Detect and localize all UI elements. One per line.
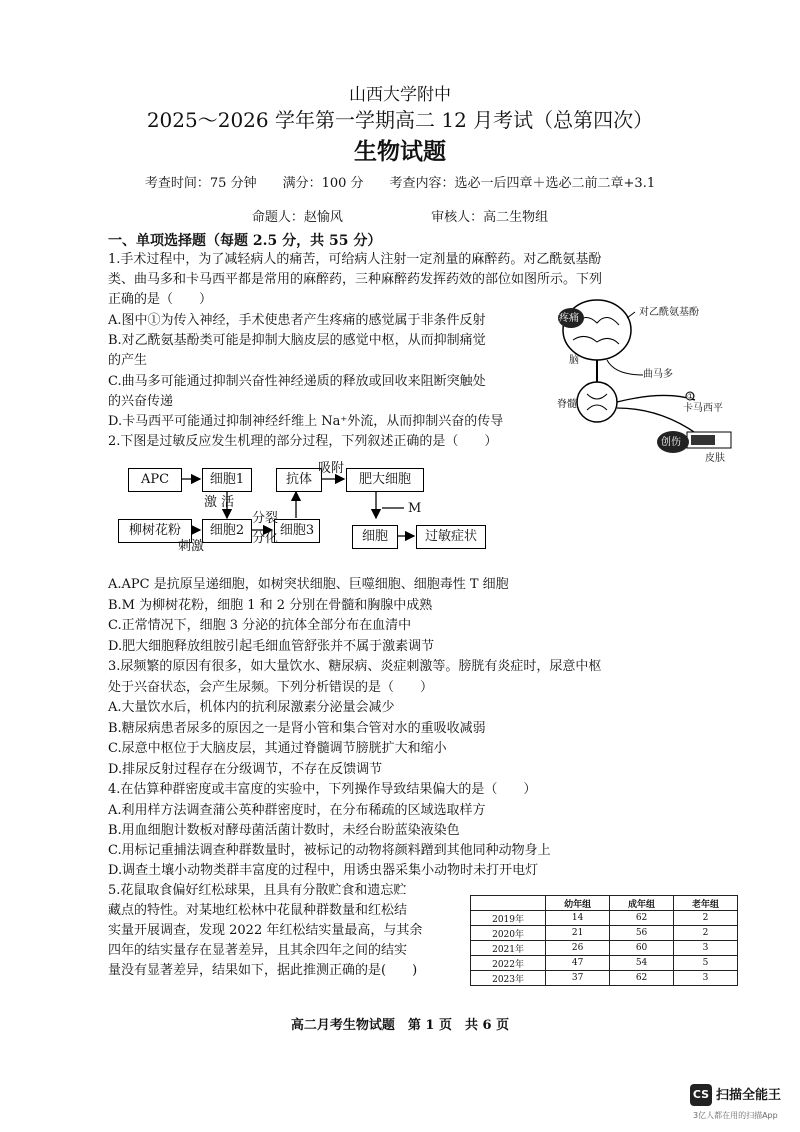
table-cell: 5 (674, 956, 738, 971)
text-line: D.卡马西平可能通过抑制神经纤维上 Na⁺外流，从而抑制兴奋的传导 (108, 414, 504, 429)
brain-label: 脑 (569, 355, 579, 366)
table-cell: 3 (674, 941, 738, 956)
spine-label: 脊髓 (557, 399, 577, 410)
text-line: B.对乙酰氨基酚类可能是抑制大脑皮层的感觉中枢，从而抑制痛觉 (108, 333, 486, 348)
setter: 命题人：赵愉风 (251, 210, 343, 225)
skin-label: 皮肤 (705, 453, 725, 464)
scanner-subtitle: 3亿人都在用的扫描App (693, 1111, 778, 1120)
table-header-row (471, 896, 738, 911)
drug1-label: 对乙酰氨基酚 (639, 307, 699, 318)
page-footer: 高二月考生物试题 第 1 页 共 6 页 (290, 1018, 510, 1033)
table-cell: 62 (610, 971, 674, 986)
text-line: 藏点的特性。对某地红松林中花鼠种群数量和红松结 (108, 903, 408, 918)
leader-line (627, 312, 635, 318)
text-line: B.M 为柳树花粉，细胞 1 和 2 分别在骨髓和胸腺中成熟 (108, 598, 433, 613)
text-line: 的兴奋传递 (108, 394, 174, 409)
school-name: 山西大学附中 (349, 85, 451, 105)
table-row (471, 941, 738, 956)
table-header-cell: 幼年组 (546, 896, 610, 911)
marker-label: ① (687, 392, 695, 401)
table-cell: 14 (546, 911, 610, 926)
text-line: 正确的是（ ） (108, 292, 213, 307)
table-row (471, 971, 738, 986)
allergy-flowchart (112, 460, 492, 560)
table-cell: 2021年 (471, 941, 546, 956)
differentiate-label: 分化 (252, 531, 279, 546)
text-line: A.大量饮水后，机体内的抗利尿激素分泌量会减少 (108, 700, 395, 715)
subject-title: 生物试题 (354, 138, 446, 165)
text-line: D.排尿反射过程存在分级调节，不存在反馈调节 (108, 762, 383, 777)
adsorb-label: 吸附 (318, 461, 345, 476)
symptom-box: 过敏症状 (416, 525, 486, 549)
text-line: 处于兴奋状态，会产生尿频。下列分析错误的是（ ） (108, 680, 434, 695)
table-cell: 62 (610, 911, 674, 926)
text-line: 量没有显著差异，结果如下，据此推测正确的是( ) (108, 963, 418, 978)
table-cell: 56 (610, 926, 674, 941)
activate-label: 激 活 (204, 495, 235, 510)
table-cell: 26 (546, 941, 610, 956)
anesthesia-figure (555, 290, 735, 468)
text-line: C.曲马多可能通过抑制兴奋性神经递质的释放或回收来阻断突触处 (108, 374, 486, 389)
table-cell: 2019年 (471, 911, 546, 926)
section-heading: 一、单项选择题（每题 2.5 分，共 55 分） (108, 233, 382, 249)
divide-label: 分裂 (252, 511, 279, 526)
wound-label: 创伤 (661, 437, 681, 448)
drug2-label: 曲马多 (643, 369, 673, 380)
table-cell: 2 (674, 911, 738, 926)
text-line: C.尿意中枢位于大脑皮层，其通过脊髓调节膀胱扩大和缩小 (108, 741, 447, 756)
cell1-box: 细胞1 (202, 468, 252, 492)
spine-section (577, 382, 617, 422)
m-label: M (408, 501, 422, 516)
table-header-cell: 老年组 (674, 896, 738, 911)
text-line: 4.在估算种群密度或丰富度的实验中，下列操作导致结果偏大的是（ ） (108, 782, 537, 797)
text-line: 2.下图是过敏反应发生机理的部分过程，下列叙述正确的是（ ） (108, 434, 498, 449)
drug3-label: 卡马西平 (683, 403, 723, 414)
text-line: 3.尿频繁的原因有很多，如大量饮水、糖尿病、炎症刺激等。膀胱有炎症时，尿意中枢 (108, 659, 602, 674)
table-cell: 2022年 (471, 956, 546, 971)
text-line: 类、曲马多和卡马西平都是常用的麻醉药，三种麻醉药发挥药效的部位如图所示。下列 (108, 272, 603, 287)
table-header-cell (471, 896, 546, 911)
text-line: C.正常情况下，细胞 3 分泌的抗体全部分布在血清中 (108, 618, 412, 633)
table-cell: 60 (610, 941, 674, 956)
table-cell: 21 (546, 926, 610, 941)
pollen-box: 柳树花粉 (118, 519, 192, 543)
text-line: A.APC 是抗原呈递细胞，如树突状细胞、巨噬细胞、细胞毒性 T 细胞 (108, 577, 509, 592)
exam-title: 2025～2026 学年第一学期高二 12 月考试（总第四次） (146, 108, 654, 132)
table-row (471, 926, 738, 941)
text-line: 1.手术过程中，为了减轻病人的痛苦，可给病人注射一定剂量的麻醉药。对乙酰氨基酚 (108, 252, 602, 267)
table-row (471, 911, 738, 926)
table-cell: 3 (674, 971, 738, 986)
exam-meta: 考查时间：75 分钟 满分：100 分 考查内容：选必一后四章＋选必二前二章+3.1 (144, 176, 656, 191)
text-line: A.利用样方法调查蒲公英种群密度时，在分布稀疏的区域选取样方 (108, 803, 486, 818)
text-line: D.调查土壤小动物类群丰富度的过程中，用诱虫器采集小动物时未打开电灯 (108, 863, 539, 878)
seed-table (470, 895, 738, 986)
text-line: C.用标记重捕法调查种群数量时，被标记的动物将颜料蹭到其他同种动物身上 (108, 843, 551, 858)
text-line: B.用血细胞计数板对酵母菌活菌计数时，未经台盼蓝染液染色 (108, 823, 460, 838)
pain-label: 疼痛 (559, 313, 579, 324)
cell-box: 细胞 (352, 525, 398, 549)
reviewer: 审核人：高二生物组 (431, 210, 549, 225)
skin-pattern (691, 435, 715, 445)
stimulate-label: 刺激 (178, 539, 205, 554)
mast-cell-box: 肥大细胞 (346, 468, 424, 492)
table-header-cell: 成年组 (610, 896, 674, 911)
table-cell: 47 (546, 956, 610, 971)
exam-people (0, 206, 800, 225)
table-cell: 2023年 (471, 971, 546, 986)
nerve-path (607, 360, 643, 375)
table-row (471, 956, 738, 971)
cell2-box: 细胞2 (202, 519, 252, 543)
text-line: B.糖尿病患者尿多的原因之一是肾小管和集合管对水的重吸收减弱 (108, 721, 486, 736)
text-line: A.图中①为传入神经，手术使患者产生疼痛的感觉属于非条件反射 (108, 313, 486, 328)
apc-box: APC (128, 468, 182, 492)
table-cell: 37 (546, 971, 610, 986)
scanner-title: 扫描全能王 (716, 1088, 782, 1103)
text-line: 的产生 (108, 353, 148, 368)
text-line: 四年的结实量存在显著差异，且其余四年之间的结实 (108, 943, 408, 958)
cell3-box: 细胞3 (274, 519, 320, 543)
table-cell: 2 (674, 926, 738, 941)
text-line: 5.花鼠取食偏好红松球果，且具有分散贮食和遗忘贮 (108, 883, 407, 898)
antibody-box: 抗体 (276, 468, 322, 492)
text-line: 实量开展调查，发现 2022 年红松结实量最高，与其余 (108, 923, 423, 938)
text-line: D.肥大细胞释放组胺引起毛细血管舒张并不属于激素调节 (108, 639, 435, 654)
table-cell: 54 (610, 956, 674, 971)
table-cell: 2020年 (471, 926, 546, 941)
scanner-logo-icon: CS (690, 1084, 712, 1106)
